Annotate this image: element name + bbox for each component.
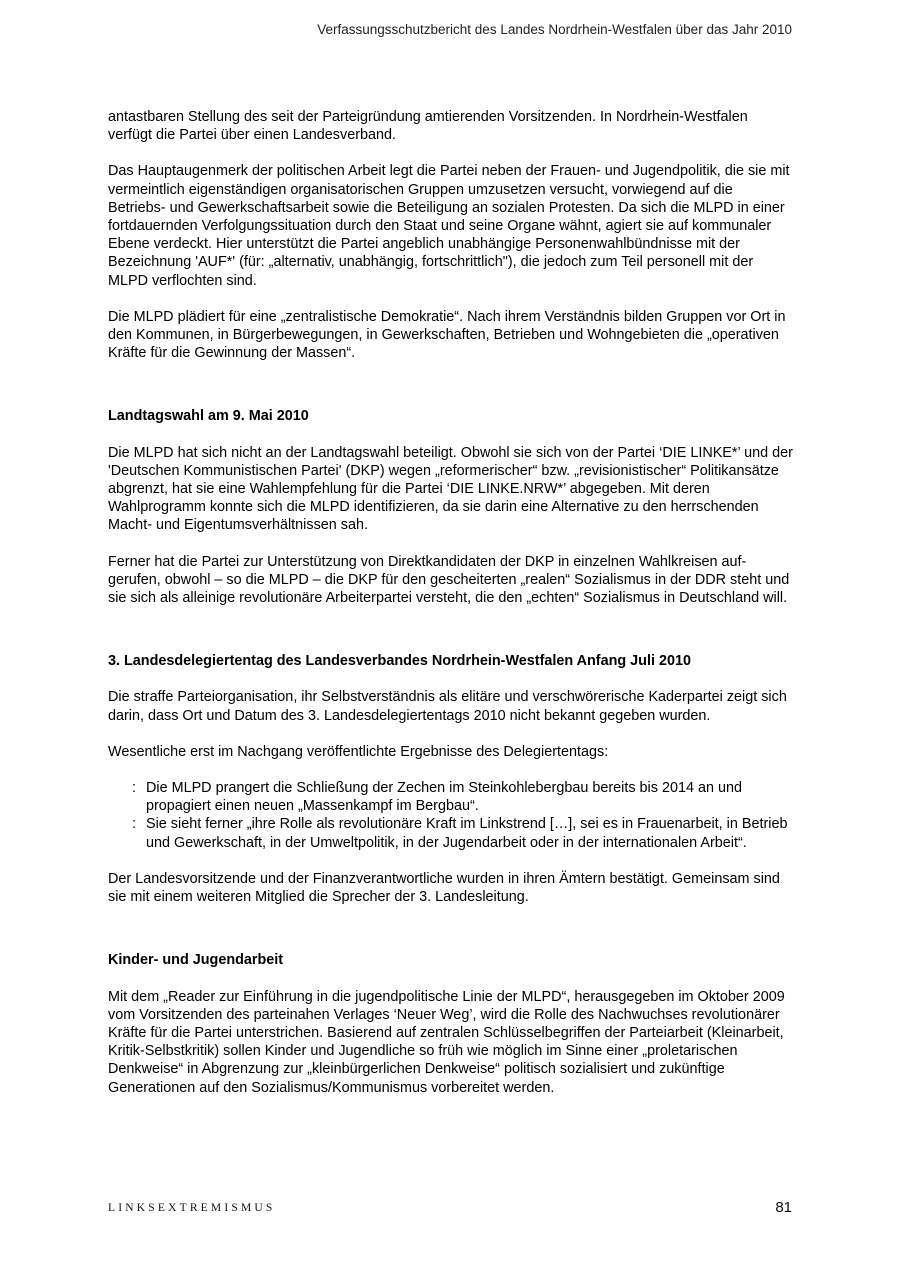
section-heading-landesdelegiertentag: 3. Landesdelegiertentag des Landesverbandes Nordrhein-Westfalen Anfang Juli 2010 [108,653,691,670]
paragraph-leitung: antastbaren Stellung des seit der Parteigründung amtierenden Vorsitzenden. In Nordrhein-Westfalen verfügt die Partei über einen Landesverband. [108,109,748,144]
paragraph-ergebnisse-intro: Wesentliche erst im Nachgang veröffentlichte Ergebnisse des Delegiertentags: [108,743,609,760]
list-item-text: Sie sieht ferner „ihre Rolle als revolutionäre Kraft im Linkstrend […], sei es in Frauenarbeit, in Betrieb und Gewerkschaft, in der Umweltpolitik, in der Jugendarbeit oder in der internationalen Arbeit“. [146,816,788,851]
paragraph-hauptaugenmerk: Das Hauptaugenmerk der politischen Arbeit legt die Partei neben der Frauen- und Jugendpolitik, die sie mit vermeintlich eigenständigen organisatorischen Gruppen umzusetzen versucht, vorwiegend auf die Betriebs- und Gewerkschaftsarbeit sowie die Beteiligung an sozialen Protesten. Da sich die MLPD in einer fortdauernden Verfolgungssituation durch den Staat und seine Organe wähnt, agiert sie auf kommunaler Ebene verdeckt. Hier unterstützt die Partei angeblich unabhängige Personenwahlbündnisse mit der Bezeichnung 'AUF*' (für: „alternativ, unabhängig, fortschrittlich"), die jedoch zum Teil personell mit der MLPD verflochten sind. [108,163,790,289]
list-item [108,779,794,815]
section-heading-landtagswahl: Landtagswahl am 9. Mai 2010 [108,408,309,425]
paragraph-demokratie: Die MLPD plädiert für eine „zentralistische Demokratie“. Nach ihrem Verständnis bilden Gruppen vor Ort in den Kommunen, in Bürgerbewegungen, in Gewerkschaften, Betrieben und Wohngebieten die „operativen Kräfte für die Gewinnung der Massen“. [108,308,786,362]
paragraph-direktkandidaten: Ferner hat die Partei zur Unterstützung von Direktkandidaten der DKP in einzelnen Wahlkreisen aufgerufen, obwohl – so die MLPD – die DKP für den gescheiterten „realen“ Sozialismus in der DDR steht und sie sich als alleinige revolutionäre Arbeiterpartei versteht, die den „echten“ Sozialismus in Deutschland will. [108,553,790,607]
paragraph-wahlempfehlung: Die MLPD hat sich nicht an der Landtagswahl beteiligt. Obwohl sie sich von der Partei ‘DIE LINKE*’ und der 'Deutschen Kommunistischen Partei' (DKP) wegen „reformerischer“ bzw. „revisionistischer“ Politikansätze abgrenzt, hat sie eine Wahlempfehlung für die Partei ‘DIE LINKE.NRW*’ abgegeben. Mit deren Wahlprogramm konnte sich die MLPD identifizieren, da sie darin eine Alternative zu den herrschenden Macht- und Eigentumsverhältnissen sah. [108,444,793,534]
list-item [108,815,794,851]
bullet-marker: : [132,816,136,833]
section-heading-jugendarbeit: Kinder- und Jugendarbeit [108,952,284,969]
paragraph-parteiorganisation: Die straffe Parteiorganisation, ihr Selbstverständnis als elitäre und verschwörerische Kaderpartei zeigt sich darin, dass Ort und Datum des 3. Landesdelegiertentags 2010 nicht bekannt gegeben wurden. [108,689,787,724]
list-item-text: Die MLPD prangert die Schließung der Zechen im Steinkohlebergbau bereits bis 2014 an und propagiert einen neuen „Massenkampf im Bergbau“. [146,780,742,815]
page-number: 81 [775,1199,792,1216]
document-body [108,108,794,1097]
running-header: Verfassungsschutzbericht des Landes Nordrhein-Westfalen über das Jahr 2010 [317,22,792,37]
paragraph-landesvorsitzende: Der Landesvorsitzende und der Finanzverantwortliche wurden in ihren Ämtern bestätigt. Gemeinsam sind sie mit einem weiteren Mitglied die Sprecher der 3. Landesleitung. [108,870,780,906]
bullet-marker: : [132,780,136,797]
results-list [108,779,794,852]
footer-section-label: LINKSEXTREMISMUS [108,1202,276,1214]
paragraph-reader: Mit dem „Reader zur Einführung in die jugendpolitische Linie der MLPD“, herausgegeben im Oktober 2009 vom Vorsitzenden des parteinahen Verlages ‘Neuer Weg’, wird die Rolle des Nachwuchses revolutionärer Kräfte für die Partei unterstrichen. Basierend auf zentralen Schlüsselbegriffen der Parteiarbeit (Kleinarbeit, Kritik-Selbstkritik) sollen Kinder und Jugendliche so früh wie möglich im Sinne einer „proletarischen Denkweise“ in Abgrenzung zur „kleinbürgerlichen Denkweise“ politisch sozialisiert und zukünftige Generationen auf den Sozialismus/Kommunismus vorbereitet werden. [108,988,785,1096]
